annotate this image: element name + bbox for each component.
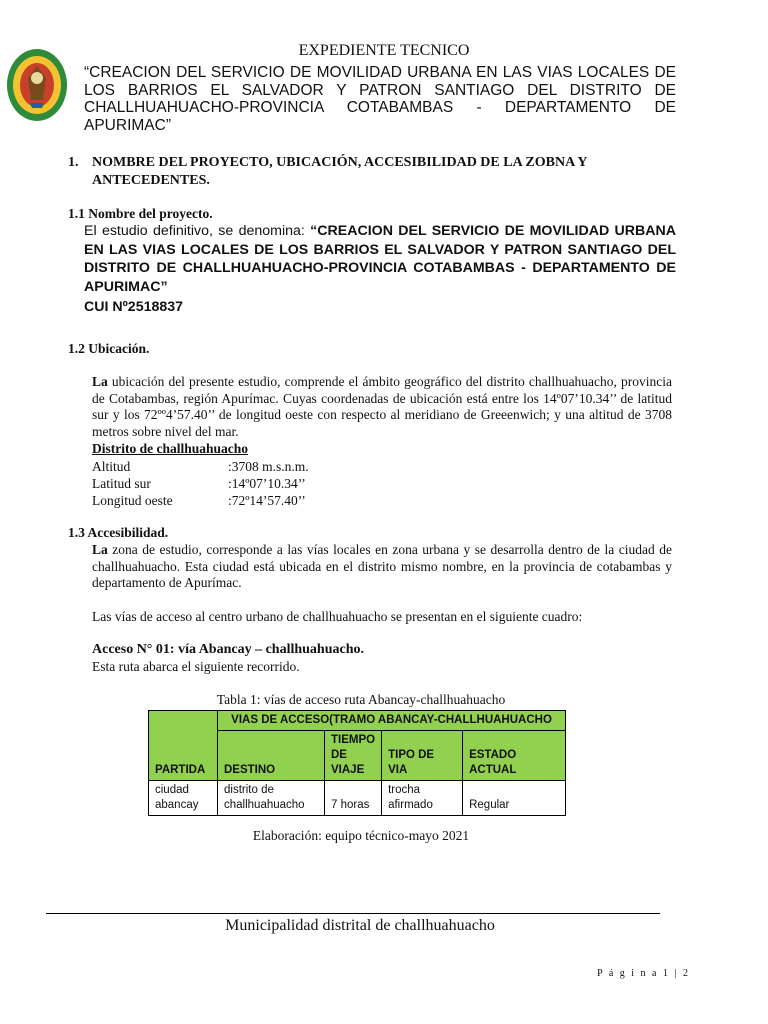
table-cell-tipo: trocha afirmado xyxy=(382,781,463,816)
table-source: Elaboración: equipo técnico-mayo 2021 xyxy=(252,828,470,843)
section-1-3-heading: 1.3 Accesibilidad. xyxy=(68,525,169,540)
table-cell-destino: distrito de challhuahuacho xyxy=(218,781,325,816)
section-1-2-paragraph xyxy=(92,374,672,440)
section-1-3-text: zona de estudio, corresponde a las vías locales en zona urbana y se desarrolla dentro de la ciudad de challhuahuacho. Esta ciudad está ubicada en el distrito mismo nombre, en la provincia de cotabambas y departamento de Apurímac. xyxy=(92,542,672,590)
section-1-3-paragraph-2: Las vías de acceso al centro urbano de challhuahuacho se presentan en el siguiente cuadro: xyxy=(92,609,583,624)
table-header-destino: DESTINO xyxy=(218,731,325,781)
coord-row-altitude: Altitud :3708 m.s.n.m. xyxy=(92,459,309,474)
table-caption: Tabla 1: vías de acceso ruta Abancay-challhuahuacho xyxy=(216,692,506,707)
table-header-partida: PARTIDA xyxy=(149,711,218,781)
cui-code: CUI Nº2518837 xyxy=(84,299,184,315)
access-description: Esta ruta abarca el siguiente recorrido. xyxy=(92,659,300,674)
section-1-1-intro: El estudio definitivo, se denomina: xyxy=(84,223,311,239)
table-header-tipo: TIPO DE VIA xyxy=(382,731,463,781)
section-1-1-heading: 1.1 Nombre del proyecto. xyxy=(68,206,213,221)
coordinates-list xyxy=(92,458,309,509)
section-1-3-lead: La xyxy=(92,542,108,557)
section-1-2-lead: La xyxy=(92,374,108,389)
access-table xyxy=(148,710,566,816)
footer-divider xyxy=(46,913,660,914)
section-1-3-paragraph xyxy=(92,542,672,592)
table-header-tiempo: TIEMPO DE VIAJE xyxy=(325,731,382,781)
section-1-title: NOMBRE DEL PROYECTO, UBICACIÓN, ACCESIBILIDAD DE LA ZOBNA Y ANTECEDENTES. xyxy=(92,155,588,188)
access-title: Acceso N° 01: vía Abancay – challhuahuacho. xyxy=(92,642,365,657)
section-1-1-project-name: “CREACION DEL SERVICIO DE MOVILIDAD URBANA EN LAS VIAS LOCALES DE LOS BARRIOS EL SALVADOR Y PATRON SANTIAGO DEL DISTRITO DE CHALLHUAHUACHO-PROVINCIA COTABAMBAS - DEPARTAMENTO DE APURIMAC” xyxy=(84,223,677,295)
table-row xyxy=(149,781,566,816)
footer-text: Municipalidad distrital de challhuahuacho xyxy=(225,917,495,934)
section-1-1-paragraph xyxy=(84,222,676,296)
access-table-wrapper xyxy=(148,710,566,816)
document-subtitle: “CREACION DEL SERVICIO DE MOVILIDAD URBANA EN LAS VIAS LOCALES DE LOS BARRIOS EL SALVADOR Y PATRON SANTIAGO DEL DISTRITO DE CHALLHUAHUACHO-PROVINCIA COTABAMBAS - DEPARTAMENTO DE APURIMAC” xyxy=(84,64,676,134)
coord-row-longitude: Longitud oeste :72º14’57.40’’ xyxy=(92,493,306,508)
section-1-2-text: ubicación del presente estudio, comprende el ámbito geográfico del distrito challhuahuacho, provincia de Cotabambas, región Apurímac. Cuyas coordenadas de ubicación está entre los 14º07’10.34’’ de latitud sur y los 72ºº4’57.40’’ de longitud oeste con respecto al meridiano de Greeenwich; y una altitud de 3708 metros sobre nivel del mar. xyxy=(92,374,672,439)
district-title: Distrito de challhuahuacho xyxy=(92,441,249,456)
table-header-estado: ESTADO ACTUAL xyxy=(463,731,566,781)
section-1-number: 1. xyxy=(68,155,79,170)
table-group-header: VIAS DE ACCESO(TRAMO ABANCAY-CHALLHUAHUACHO xyxy=(218,711,566,731)
table-cell-partida: ciudad abancay xyxy=(149,781,218,816)
page-number: P á g i n a 1 | 2 xyxy=(597,968,690,979)
document-title: EXPEDIENTE TECNICO xyxy=(298,42,470,59)
coord-row-latitude: Latitud sur :14º07’10.34’’ xyxy=(92,476,306,491)
table-cell-tiempo: 7 horas xyxy=(325,781,382,816)
section-1-2-heading: 1.2 Ubicación. xyxy=(68,341,150,356)
table-cell-estado: Regular xyxy=(463,781,566,816)
section-1-heading xyxy=(68,154,688,190)
